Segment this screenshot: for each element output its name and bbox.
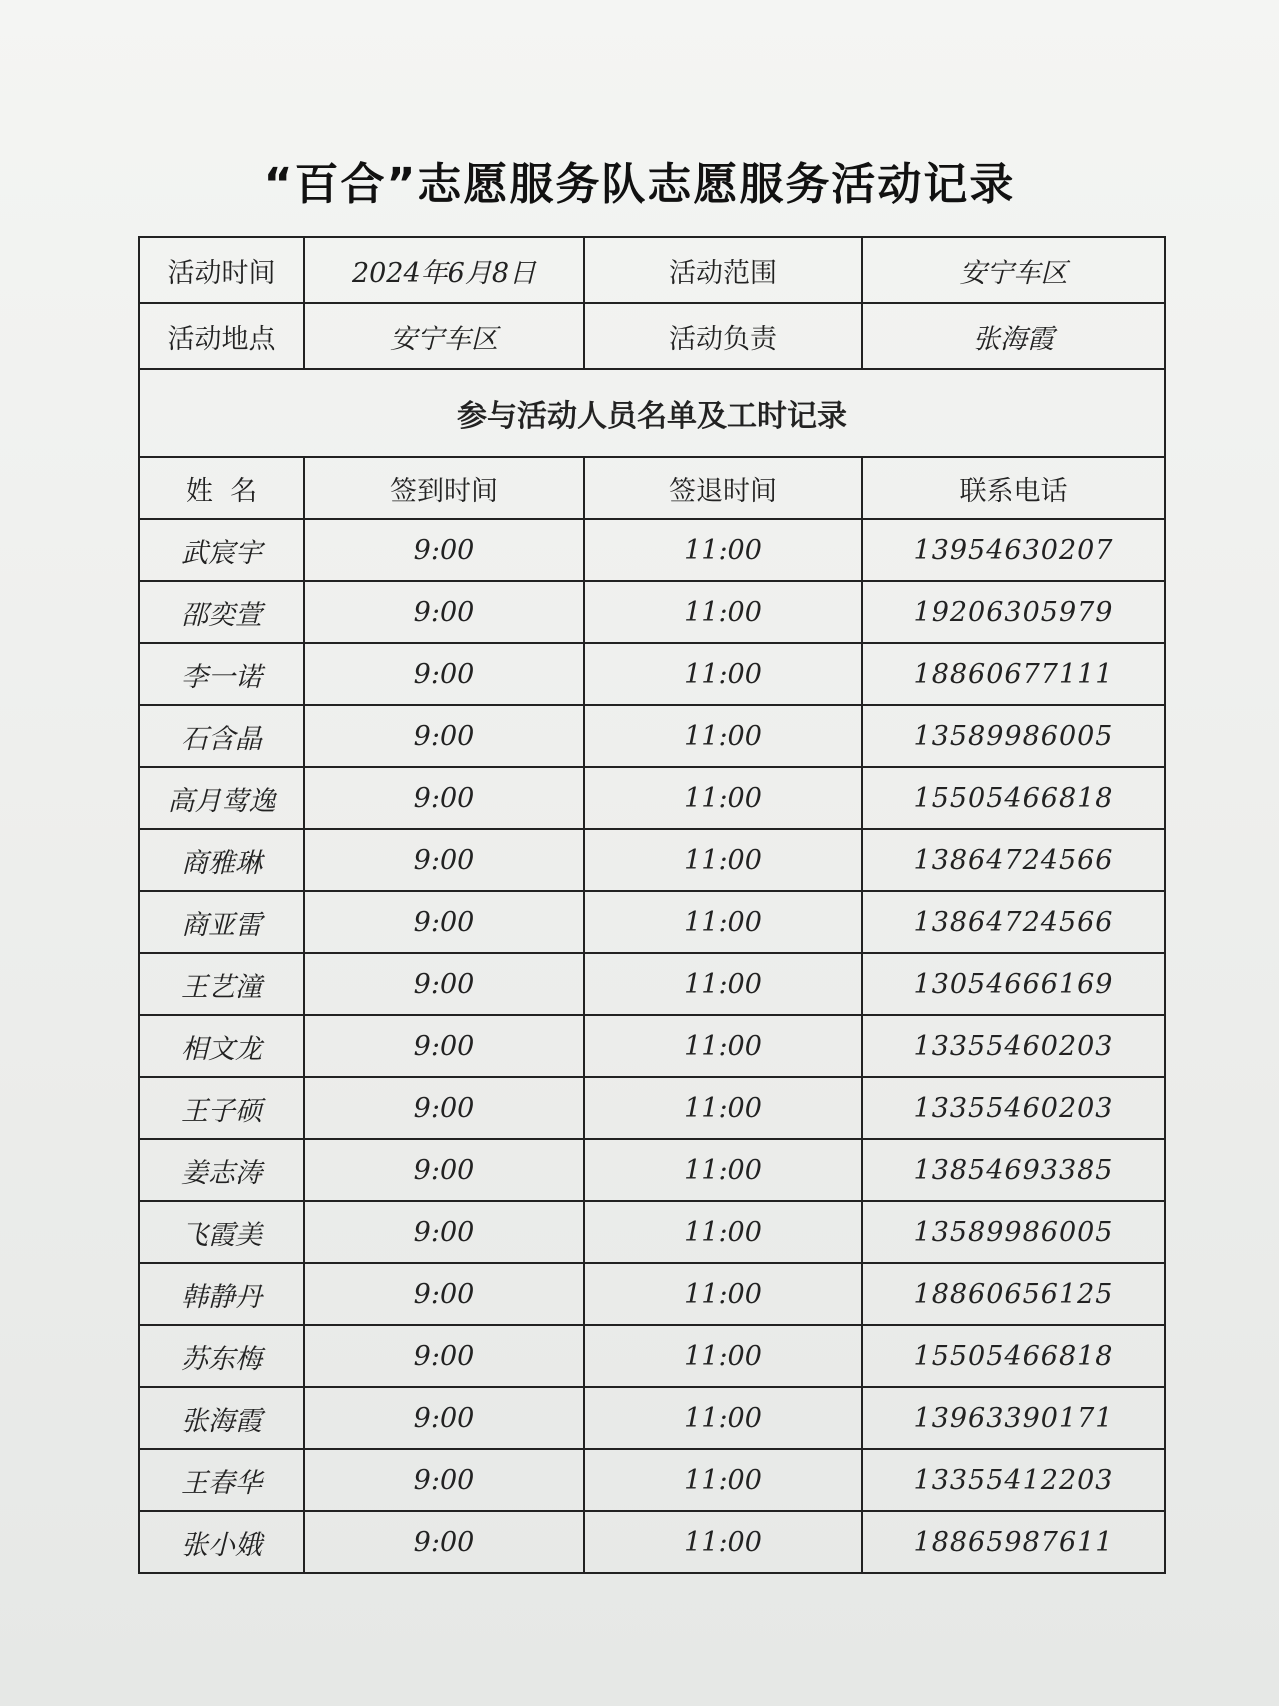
phone-number: 13963390171 [862, 1387, 1165, 1449]
sign-in-time: 9:00 [304, 953, 584, 1015]
table-row [139, 953, 1165, 1015]
table-row [139, 519, 1165, 581]
table-row [139, 1015, 1165, 1077]
sign-in-time: 9:00 [304, 1387, 584, 1449]
sign-out-time: 11:00 [584, 1449, 862, 1511]
phone-number: 13954630207 [862, 519, 1165, 581]
sign-in-time: 9:00 [304, 1139, 584, 1201]
sign-out-time: 11:00 [584, 1263, 862, 1325]
sign-in-time: 9:00 [304, 581, 584, 643]
sign-in-time: 9:00 [304, 1015, 584, 1077]
sign-out-time: 11:00 [584, 891, 862, 953]
sign-in-time: 9:00 [304, 829, 584, 891]
table-row [139, 643, 1165, 705]
sign-out-time: 11:00 [584, 1201, 862, 1263]
sign-in-time: 9:00 [304, 1325, 584, 1387]
phone-number: 13589986005 [862, 705, 1165, 767]
sign-out-time: 11:00 [584, 1015, 862, 1077]
leader-label: 活动负责 [584, 303, 862, 369]
sign-out-time: 11:00 [584, 1139, 862, 1201]
participant-name: 李一诺 [139, 643, 304, 705]
participant-name: 张海霞 [139, 1387, 304, 1449]
table-row [139, 705, 1165, 767]
table-row [139, 829, 1165, 891]
sign-out-time: 11:00 [584, 1077, 862, 1139]
column-header-row [139, 457, 1165, 519]
leader-value: 张海霞 [862, 303, 1165, 369]
sign-out-time: 11:00 [584, 767, 862, 829]
column-header-phone: 联系电话 [862, 457, 1165, 519]
phone-number: 13864724566 [862, 829, 1165, 891]
phone-number: 13355460203 [862, 1077, 1165, 1139]
table-row [139, 891, 1165, 953]
participant-name: 张小娥 [139, 1511, 304, 1573]
sign-out-time: 11:00 [584, 581, 862, 643]
participant-name: 商雅琳 [139, 829, 304, 891]
participant-name: 武宸宇 [139, 519, 304, 581]
phone-number: 13355412203 [862, 1449, 1165, 1511]
table-row [139, 1077, 1165, 1139]
sign-out-time: 11:00 [584, 705, 862, 767]
phone-number: 13355460203 [862, 1015, 1165, 1077]
participant-name: 相文龙 [139, 1015, 304, 1077]
column-header-name: 姓 名 [139, 457, 304, 519]
sign-out-time: 11:00 [584, 519, 862, 581]
scope-label: 活动范围 [584, 237, 862, 303]
place-label: 活动地点 [139, 303, 304, 369]
sign-in-time: 9:00 [304, 767, 584, 829]
sign-in-time: 9:00 [304, 1449, 584, 1511]
phone-number: 19206305979 [862, 581, 1165, 643]
table-row [139, 1201, 1165, 1263]
activity-record-table [138, 236, 1166, 1574]
column-header-sign-out: 签退时间 [584, 457, 862, 519]
time-label: 活动时间 [139, 237, 304, 303]
sign-in-time: 9:00 [304, 705, 584, 767]
column-header-sign-in: 签到时间 [304, 457, 584, 519]
participant-name: 石含晶 [139, 705, 304, 767]
info-row-time [139, 237, 1165, 303]
section-title: 参与活动人员名单及工时记录 [139, 369, 1165, 457]
participant-name: 王子硕 [139, 1077, 304, 1139]
sign-in-time: 9:00 [304, 519, 584, 581]
phone-number: 13589986005 [862, 1201, 1165, 1263]
table-row [139, 581, 1165, 643]
sign-out-time: 11:00 [584, 1511, 862, 1573]
table-row [139, 1139, 1165, 1201]
sign-in-time: 9:00 [304, 643, 584, 705]
participant-name: 姜志涛 [139, 1139, 304, 1201]
sign-in-time: 9:00 [304, 1263, 584, 1325]
table-row [139, 767, 1165, 829]
sign-out-time: 11:00 [584, 1325, 862, 1387]
participant-name: 韩静丹 [139, 1263, 304, 1325]
sign-out-time: 11:00 [584, 1387, 862, 1449]
phone-number: 18860656125 [862, 1263, 1165, 1325]
place-value: 安宁车区 [304, 303, 584, 369]
phone-number: 13054666169 [862, 953, 1165, 1015]
phone-number: 18865987611 [862, 1511, 1165, 1573]
section-header-row [139, 369, 1165, 457]
sign-in-time: 9:00 [304, 1077, 584, 1139]
sign-out-time: 11:00 [584, 643, 862, 705]
document-title: “百合”志愿服务队志愿服务活动记录 [263, 159, 1016, 210]
info-row-place [139, 303, 1165, 369]
sign-out-time: 11:00 [584, 953, 862, 1015]
table-row [139, 1387, 1165, 1449]
sign-in-time: 9:00 [304, 1201, 584, 1263]
phone-number: 18860677111 [862, 643, 1165, 705]
participant-name: 高月莺逸 [139, 767, 304, 829]
phone-number: 13864724566 [862, 891, 1165, 953]
sign-out-time: 11:00 [584, 829, 862, 891]
sign-in-time: 9:00 [304, 1511, 584, 1573]
phone-number: 15505466818 [862, 767, 1165, 829]
time-value: 2024年6月8日 [304, 237, 584, 303]
phone-number: 13854693385 [862, 1139, 1165, 1201]
sign-in-time: 9:00 [304, 891, 584, 953]
table-row [139, 1263, 1165, 1325]
table-row [139, 1449, 1165, 1511]
participant-name: 王艺潼 [139, 953, 304, 1015]
table-row [139, 1511, 1165, 1573]
participant-name: 商亚雷 [139, 891, 304, 953]
participant-name: 苏东梅 [139, 1325, 304, 1387]
scope-value: 安宁车区 [862, 237, 1165, 303]
participant-name: 飞霞美 [139, 1201, 304, 1263]
participant-name: 王春华 [139, 1449, 304, 1511]
phone-number: 15505466818 [862, 1325, 1165, 1387]
table-row [139, 1325, 1165, 1387]
participant-name: 邵奕萱 [139, 581, 304, 643]
